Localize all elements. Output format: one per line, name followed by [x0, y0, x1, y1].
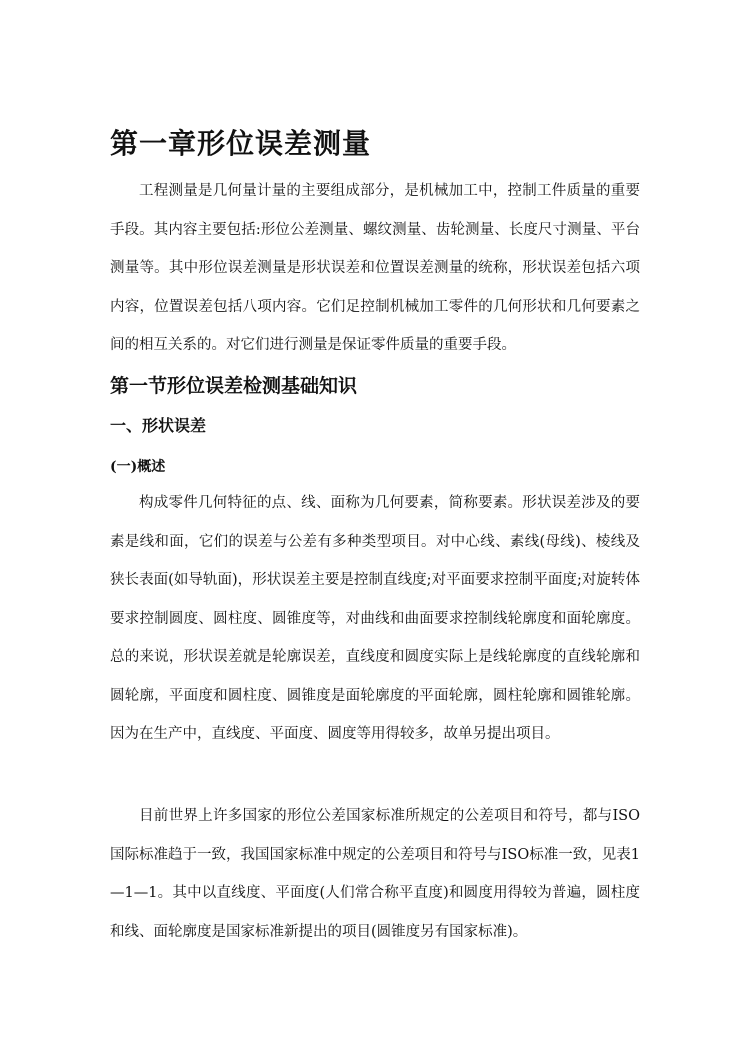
body-paragraph: 构成零件几何特征的点、线、面称为几何要素，简称要素。形状误差涉及的要素是线和面，它们的误差与公差有多种类型项目。对中心线、素线(母线)、棱线及狭长表面(如导轨面)，形状误差主要是控制直线度;对平面要求控制平面度;对旋转体要求控制圆度、圆柱度、圆锥度等，对曲线和曲面要求控制线轮廓度和面轮廓度。总的来说，形状误差就是轮廓误差，直线度和圆度实际上是线轮廓度的直线轮廓和圆轮廓，平面度和圆柱度、圆锥度是面轮廓度的平面轮廓，圆柱轮廓和圆锥轮廓。因为在生产中，直线度、平面度、圆度等用得较多，故单另提出项目。 [110, 495, 640, 742]
part-title: (一)概述 [110, 459, 166, 475]
section-title: 第一节形位误差检测基础知识 [110, 375, 358, 397]
intro-paragraph: 工程测量是几何量计量的主要组成部分，是机械加工中，控制工件质量的重要手段。其内容主要包括:形位公差测量、螺纹测量、齿轮测量、长度尺寸测量、平台测量等。其中形位误差测量是形状误差和位置误差测量的统称，形状误差包括六项内容，位置误差包括八项内容。它们足控制机械加工零件的几何形状和几何要素之间的相互关系的。对它们进行测量是保证零件质量的重要手段。 [110, 183, 640, 353]
body-paragraph: 目前世界上许多国家的形位公差国家标准所规定的公差项目和符号，都与ISO国际标准趋于一致，我国国家标准中规定的公差项目和符号与ISO标准一致，见表1—1—1。其中以直线度、平面度(人们常合称平直度)和圆度用得较为普遍，圆柱度和线、面轮廓度是国家标准新提出的项目(圆锥度另有国家标准)。 [110, 808, 640, 940]
subsection-title: 一、形状误差 [110, 416, 207, 435]
chapter-title: 第一章形位误差测量 [110, 127, 372, 160]
